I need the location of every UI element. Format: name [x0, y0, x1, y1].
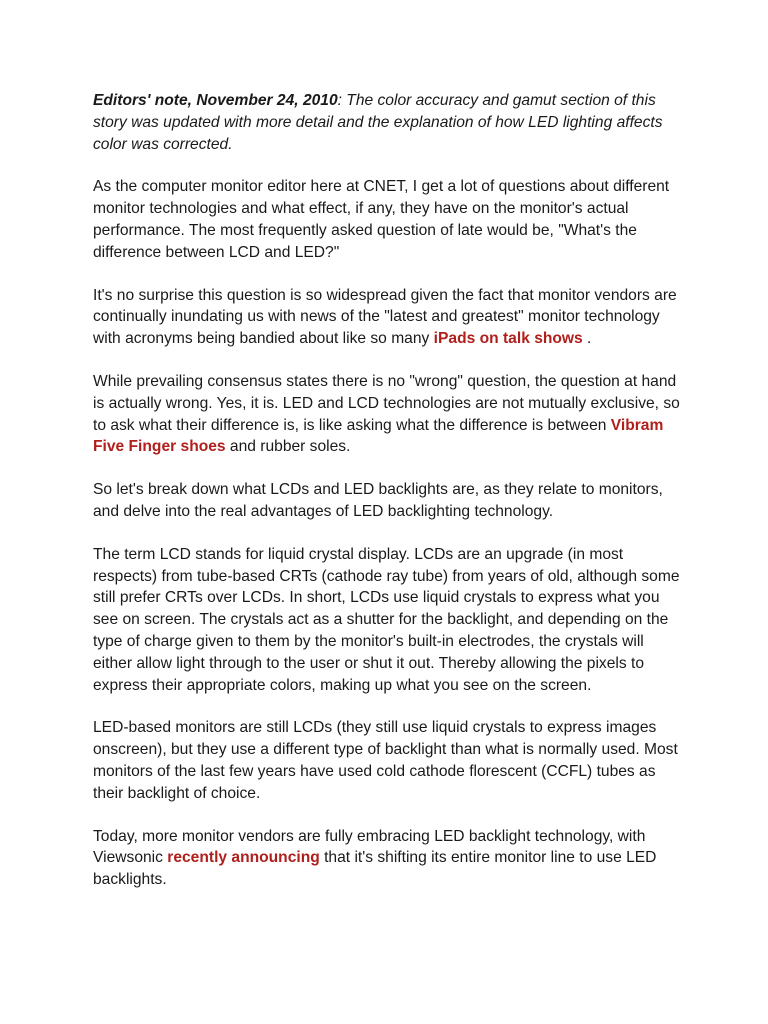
paragraph-wrong-question	[93, 371, 683, 458]
paragraph-wrong-question-text: While prevailing consensus states there is no "wrong" question, the question at hand is actually wrong. Yes, it is. LED and LCD technologies are not mutually exclusive, so to ask what their difference is, is like asking what the difference is between	[93, 372, 680, 434]
paragraph-intro: As the computer monitor editor here at CNET, I get a lot of questions about different monitor technologies and what effect, if any, they have on the monitor's actual performance. The most frequently asked question of late would be, "What's the difference between LCD and LED?"	[93, 178, 670, 261]
paragraph-acronyms	[93, 285, 683, 350]
paragraph-led-monitors: LED-based monitors are still LCDs (they still use liquid crystals to express images onscreen), but they use a different type of backlight than what is normally used. Most monitors of the last few years have used cold cathode florescent (CCFL) tubes as their backlight of choice.	[93, 719, 678, 802]
recently-announcing-link[interactable]: recently announcing	[167, 849, 320, 867]
paragraph-acronyms-text: It's no surprise this question is so widespread given the fact that monitor vendors are continually inundating us with news of the "latest and greatest" monitor technology with acronyms being bandied about like so many	[93, 286, 677, 348]
paragraph-viewsonic-end: that it's shifting its entire monitor line to use LED backlights.	[93, 849, 657, 889]
paragraph-lcd-definition: The term LCD stands for liquid crystal display. LCDs are an upgrade (in most respects) from tube-based CRTs (cathode ray tube) from years of old, although some still prefer CRTs over LCDs. In short, LCDs use liquid crystals to express what you see on screen. The crystals act as a shutter for the backlight, and depending on the type of charge given to them by the monitor's built-in electrodes, the crystals will either allow light through to the user or shut it out. Thereby allowing the pixels to express their appropriate colors, making up what you see on the screen.	[93, 545, 680, 694]
editors-note	[93, 90, 683, 155]
editors-note-text: : The color accuracy and gamut section of this story was updated with more detail and the explanation of how LED lighting affects color was corrected.	[93, 92, 663, 153]
paragraph-viewsonic	[93, 826, 683, 891]
paragraph-acronyms-end: .	[582, 330, 592, 348]
vibram-five-finger-shoes-link[interactable]: Vibram Five Finger shoes	[93, 416, 664, 456]
paragraph-viewsonic-text: Today, more monitor vendors are fully embracing LED backlight technology, with Viewsonic	[93, 827, 646, 867]
editors-note-label: Editors' note, November 24, 2010	[93, 92, 338, 109]
article-body	[93, 90, 683, 912]
paragraph-breakdown: So let's break down what LCDs and LED backlights are, as they relate to monitors, and delve into the real advantages of LED backlighting technology.	[93, 481, 663, 520]
ipads-on-talk-shows-link[interactable]: iPads on talk shows	[433, 330, 583, 348]
paragraph-wrong-question-end: and rubber soles.	[225, 438, 351, 456]
